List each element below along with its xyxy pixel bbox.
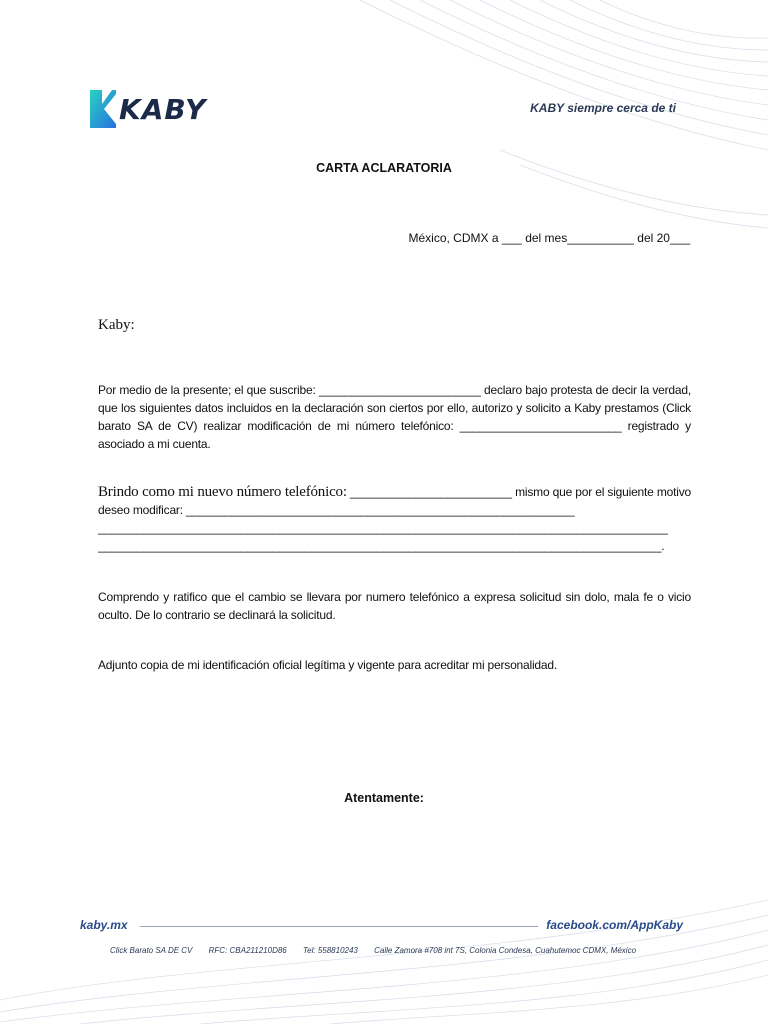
paragraph-attachment: Adjunto copia de mi identificación oficial legítima y vigente para acreditar mi personalidad.	[98, 658, 557, 672]
logo-text: KABY	[119, 92, 207, 126]
paragraph-new-number-rest: _________________________ mismo que por el siguiente motivo deseo modificar: ____________________________________________________________	[98, 485, 691, 517]
reason-blank-line: ________________________________________________________________________________________	[98, 521, 668, 535]
footer-company: Click Barato SA DE CV	[110, 946, 193, 955]
footer-facebook: facebook.com/AppKaby	[546, 918, 683, 932]
paragraph-declaration: Por medio de la presente; el que suscribe: _________________________ declaro bajo protesta de decir la verdad, que los siguientes datos incluidos en la declaración son ciertos por ello, autorizo y solicito a Kaby prestamos (Click barato SA de CV) realizar modificación de mi número telefónico: _________________________ registrado y asociado a mi cuenta.	[98, 383, 691, 451]
paragraph-new-number	[98, 483, 691, 555]
footer-address: Calle Zamora #708 int 7S, Colonia Condesa, Cuahutemoc CDMX, México	[374, 946, 637, 955]
tagline: KABY siempre cerca de ti	[530, 101, 676, 115]
kaby-logo-icon	[88, 90, 116, 128]
footer-rfc: RFC: CBA211210D86	[208, 946, 287, 955]
kaby-logo	[88, 90, 206, 128]
paragraph-new-number-lead: Brindo como mi nuevo número telefónico:	[98, 484, 347, 500]
reason-blank-line: _______________________________________________________________________________________.	[98, 539, 665, 553]
closing: Atentamente:	[344, 791, 424, 805]
document-title: CARTA ACLARATORIA	[316, 161, 452, 175]
footer-divider	[140, 926, 538, 927]
date-line: México, CDMX a ___ del mes__________ del 20___	[408, 231, 690, 245]
salutation: Kaby:	[98, 317, 135, 333]
paragraph-ratification: Comprendo y ratifico que el cambio se llevara por numero telefónico a expresa solicitud sin dolo, mala fe o vicio oculto. De lo contrario se declinará la solicitud.	[98, 590, 691, 622]
footer-website: kaby.mx	[80, 918, 128, 932]
footer-phone: Tel: 558810243	[303, 946, 358, 955]
footer-company-info	[110, 946, 650, 955]
